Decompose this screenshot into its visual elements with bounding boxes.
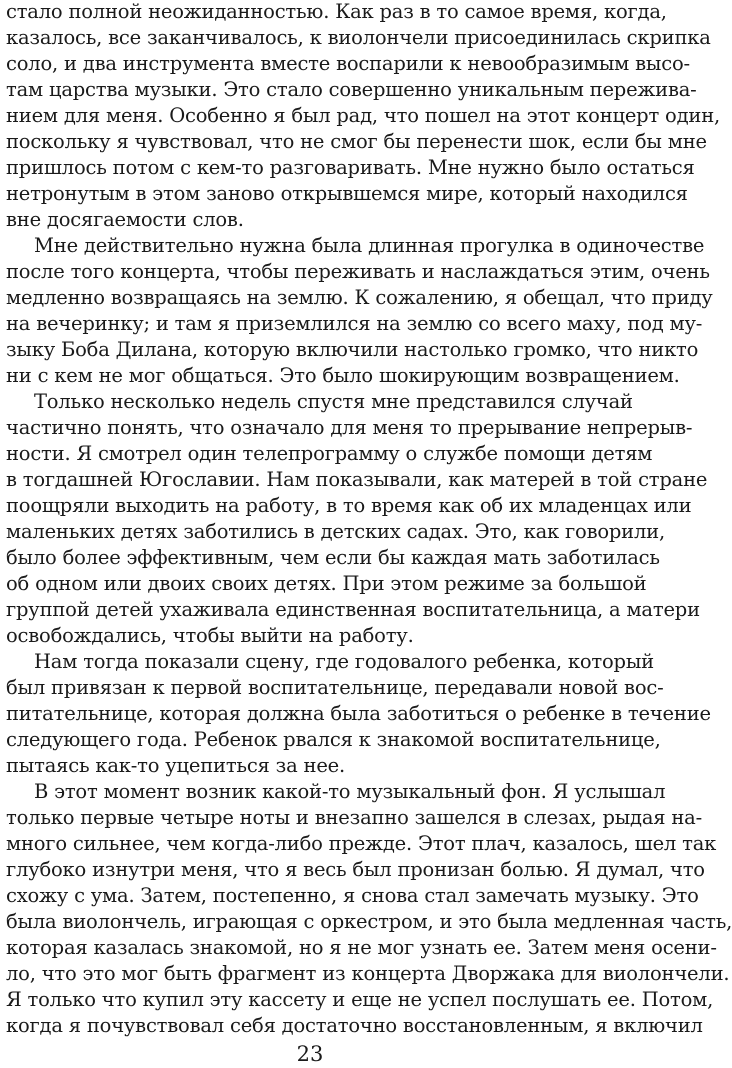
text-line: Я только что купил эту кассету и еще не успел послушать ее. Потом, bbox=[6, 988, 714, 1011]
text-line: медленно возвращаясь на землю. К сожалению, я обещал, что приду bbox=[6, 286, 713, 309]
text-line: было более эффективным, чем если бы каждая мать заботилась bbox=[6, 546, 660, 569]
text-line: нием для меня. Особенно я был рад, что пошел на этот концерт один, bbox=[6, 104, 720, 127]
text-line: маленьких детях заботились в детских садах. Это, как говорили, bbox=[6, 520, 665, 543]
text-line: ни с кем не мог общаться. Это было шокирующим возвращением. bbox=[6, 364, 680, 387]
text-line: ло, что это мог быть фрагмент из концерта Дворжака для виолончели. bbox=[6, 962, 730, 985]
text-line: после того концерта, чтобы переживать и наслаждаться этим, очень bbox=[6, 260, 710, 283]
text-line: много сильнее, чем когда-либо прежде. Этот плач, казалось, шел так bbox=[6, 832, 717, 855]
text-line: питательнице, которая должна была заботиться о ребенке в течение bbox=[6, 702, 711, 725]
text-line: там царства музыки. Это стало совершенно уникальным пережива- bbox=[6, 78, 697, 101]
text-line: на вечеринку; и там я приземлился на землю со всего маху, под му- bbox=[6, 312, 703, 335]
text-line: В этот момент возник какой-то музыкальный фон. Я услышал bbox=[34, 780, 666, 803]
text-line: которая казалась знакомой, но я не мог узнать ее. Затем меня осени- bbox=[6, 936, 717, 959]
text-line: соло, и два инструмента вместе воспарили к невообразимым высо- bbox=[6, 52, 690, 75]
text-line: схожу с ума. Затем, постепенно, я снова стал замечать музыку. Это bbox=[6, 884, 699, 907]
text-line: была виолончель, играющая с оркестром, и это была медленная часть, bbox=[6, 910, 732, 933]
text-line: только первые четыре ноты и внезапно зашелся в слезах, рыдая на- bbox=[6, 806, 702, 829]
text-line: казалось, все заканчивалось, к виолончели присоединилась скрипка bbox=[6, 26, 711, 49]
text-line: частично понять, что означало для меня то прерывание непрерыв- bbox=[6, 416, 693, 439]
page-number: 23 bbox=[296, 1042, 324, 1066]
text-line: зыку Боба Дилана, которую включили настолько громко, что никто bbox=[6, 338, 699, 361]
text-line: следующего года. Ребенок рвался к знакомой воспитательнице, bbox=[6, 728, 661, 751]
text-line: Нам тогда показали сцену, где годовалого ребенка, который bbox=[34, 650, 654, 673]
text-line: стало полной неожиданностью. Как раз в то самое время, когда, bbox=[6, 0, 667, 23]
text-line: поскольку я чувствовал, что не смог бы перенести шок, если бы мне bbox=[6, 130, 707, 153]
text-line: поощряли выходить на работу, в то время как об их младенцах или bbox=[6, 494, 692, 517]
text-line: ности. Я смотрел один телепрограмму о службе помощи детям bbox=[6, 442, 653, 465]
text-line: освобождались, чтобы выйти на работу. bbox=[6, 624, 414, 647]
text-line: пытаясь как-то уцепиться за нее. bbox=[6, 754, 345, 777]
text-line: вне досягаемости слов. bbox=[6, 208, 244, 231]
text-line: был привязан к первой воспитательнице, передавали новой вос- bbox=[6, 676, 664, 699]
text-line: об одном или двоих своих детях. При этом режиме за большой bbox=[6, 572, 647, 595]
text-line: когда я почувствовал себя достаточно восстановленным, я включил bbox=[6, 1014, 703, 1037]
text-line: в тогдашней Югославии. Нам показывали, как матерей в той стране bbox=[6, 468, 708, 491]
text-line: пришлось потом с кем-то разговаривать. Мне нужно было остаться bbox=[6, 156, 695, 179]
text-line: Мне действительно нужна была длинная прогулка в одиночестве bbox=[34, 234, 705, 257]
text-line: Только несколько недель спустя мне представился случай bbox=[34, 390, 633, 413]
text-line: глубоко изнутри меня, что я весь был пронизан болью. Я думал, что bbox=[6, 858, 705, 881]
text-line: нетронутым в этом заново открывшемся мире, который находился bbox=[6, 182, 688, 205]
text-line: группой детей ухаживала единственная воспитательница, а матери bbox=[6, 598, 700, 621]
